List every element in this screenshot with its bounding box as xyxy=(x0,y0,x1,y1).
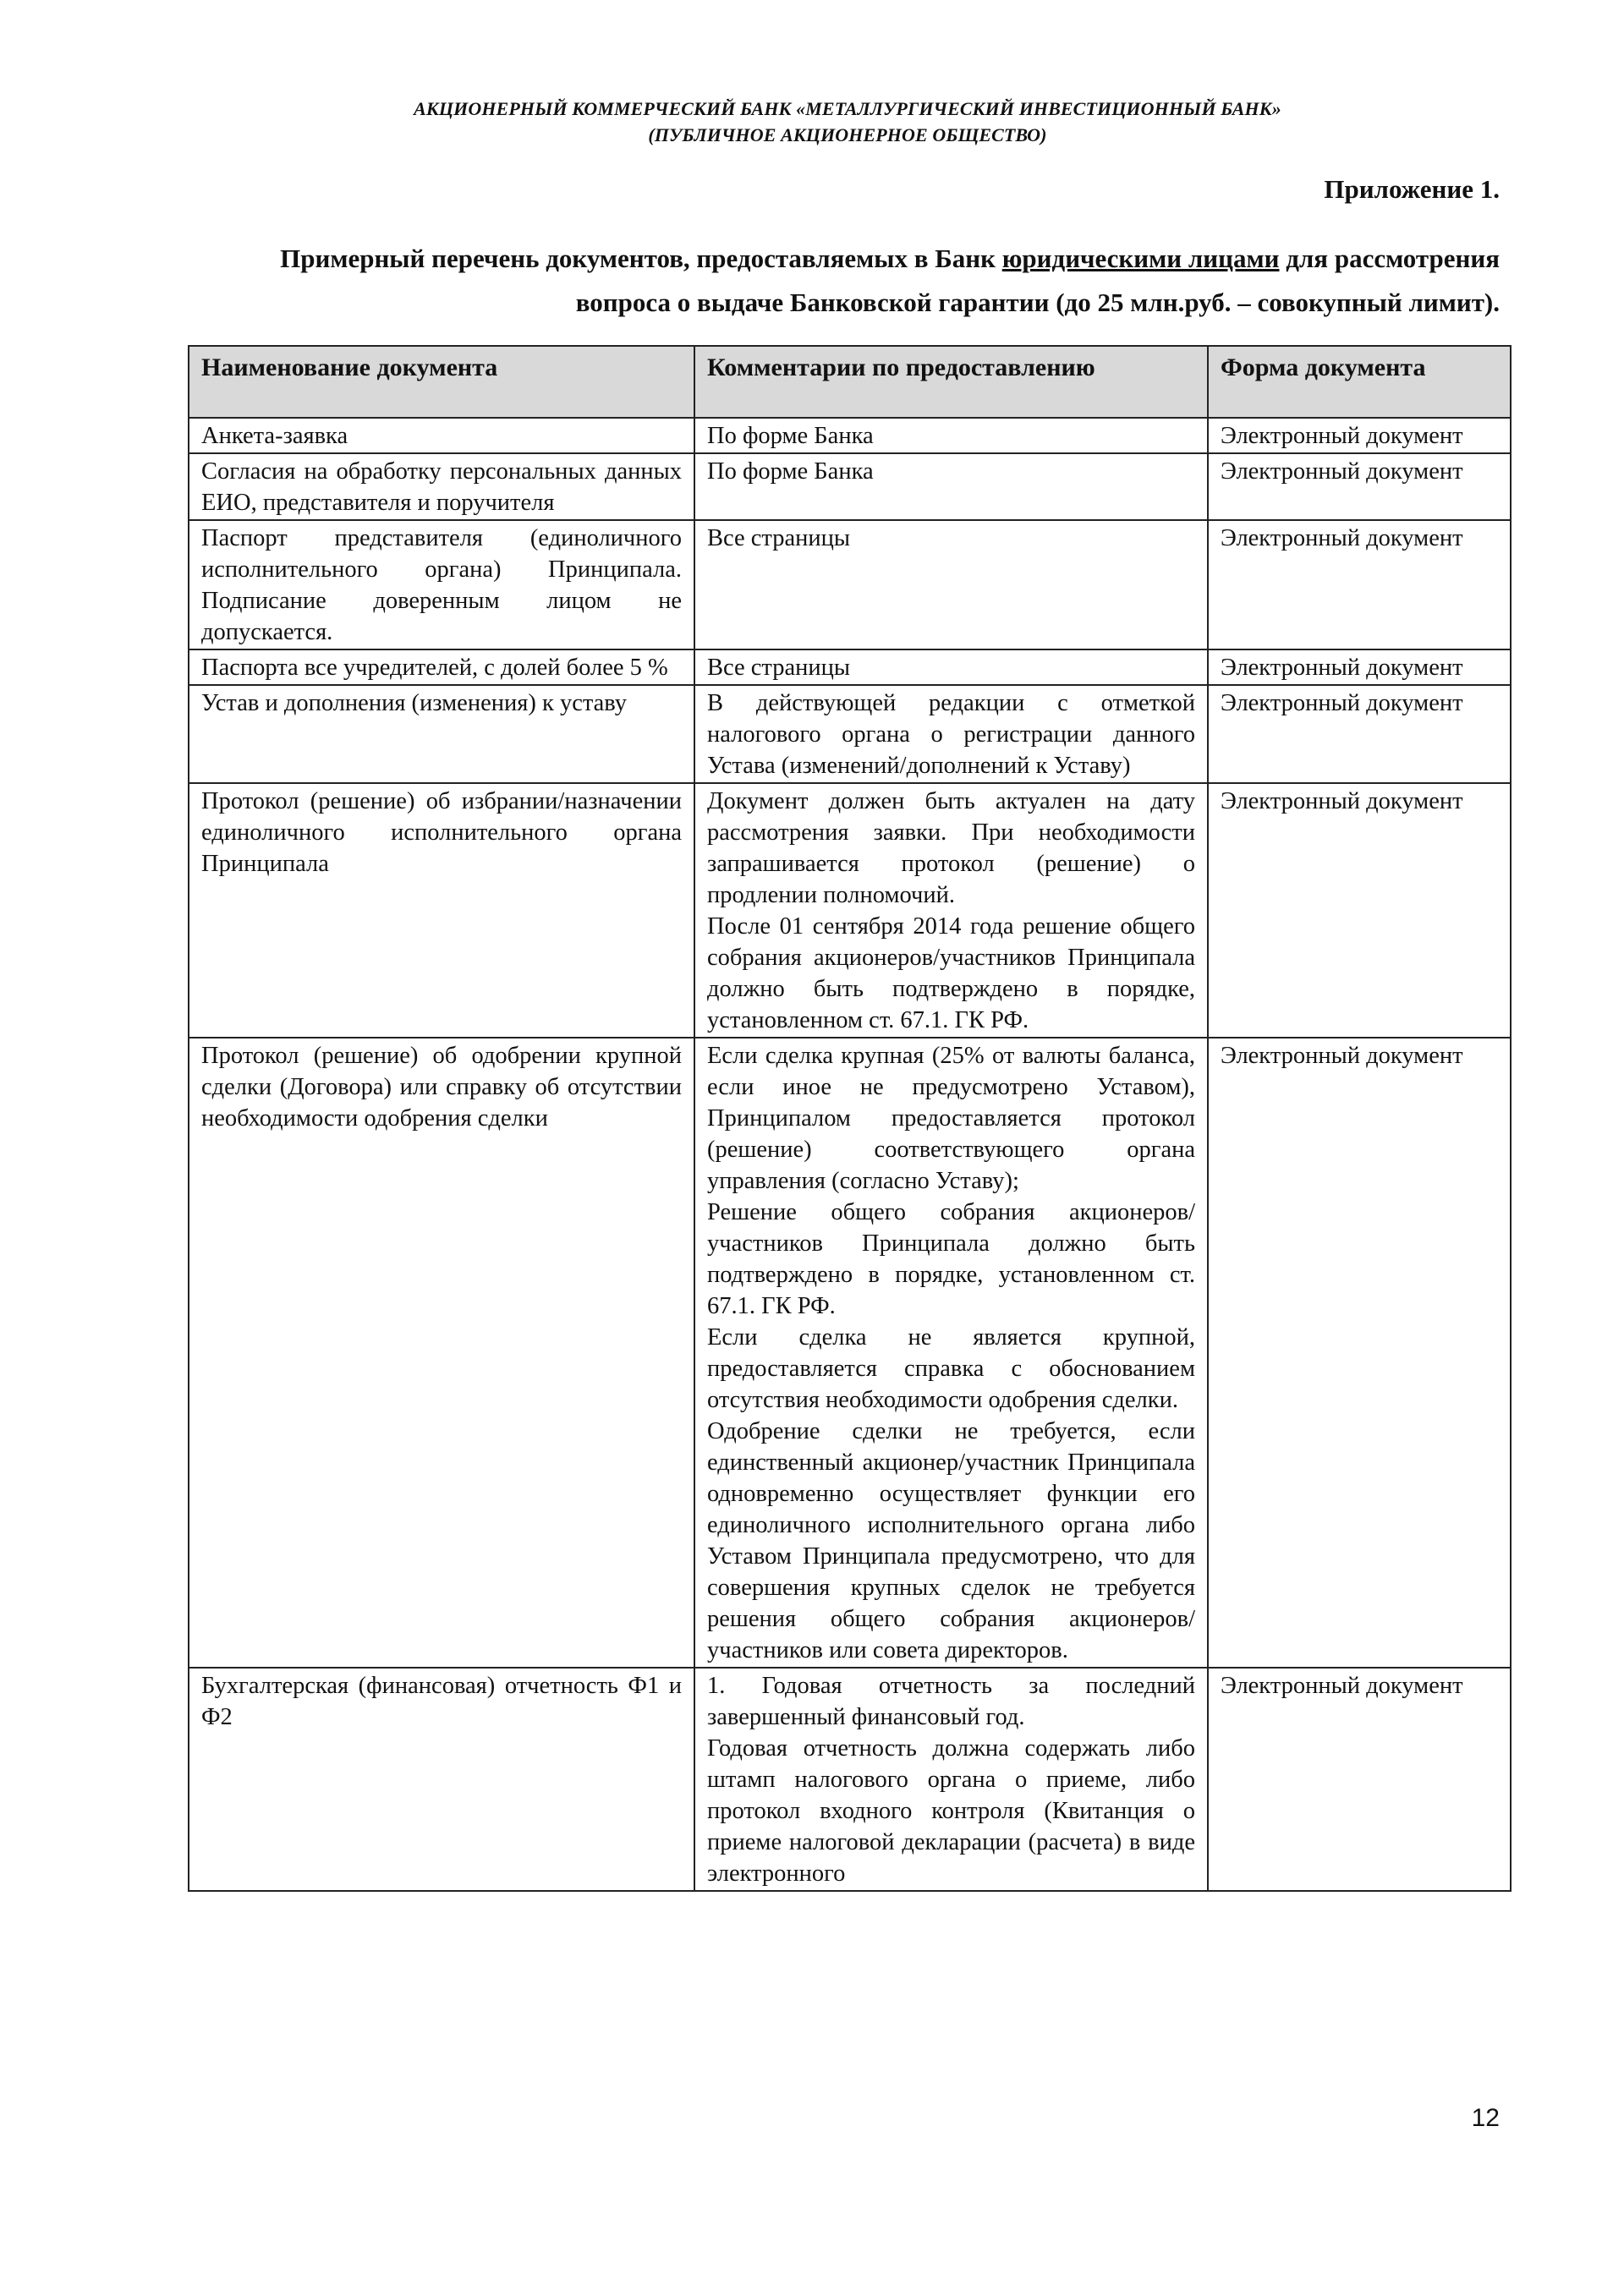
form-cell: Электронный документ xyxy=(1208,520,1511,649)
comment-paragraph: Если сделка крупная (25% от валюты баланса, если иное не предусмотрено Уставом), Принципалом предоставляется протокол (решение) соответствующего органа управления (согласно Уставу); xyxy=(707,1043,1195,1194)
document-name-cell: Паспорт представителя (единоличного исполнительного органа) Принципала. Подписание доверенным лицом не допускается. xyxy=(189,520,694,649)
comments-cell xyxy=(694,520,1208,649)
comments-cell xyxy=(694,685,1208,783)
form-cell: Электронный документ xyxy=(1208,418,1511,453)
title-part-1: Примерный перечень документов, предоставляемых в Банк xyxy=(280,244,1002,273)
table-row xyxy=(189,685,1511,783)
document-name-cell: Согласия на обработку персональных данных ЕИО, представителя и поручителя xyxy=(189,453,694,520)
form-cell: Электронный документ xyxy=(1208,453,1511,520)
comments-cell xyxy=(694,649,1208,685)
bank-header xyxy=(188,96,1507,148)
column-header-comments: Комментарии по предоставлению xyxy=(694,346,1208,418)
comment-paragraph: Документ должен быть актуален на дату рассмотрения заявки. При необходимости запрашивается протокол (решение) о продлении полномочий. xyxy=(707,788,1195,908)
title-underlined: юридическими лицами xyxy=(1001,244,1280,273)
form-cell: Электронный документ xyxy=(1208,685,1511,783)
comments-cell xyxy=(694,783,1208,1038)
form-cell: Электронный документ xyxy=(1208,1038,1511,1668)
document-name-cell: Протокол (решение) об избрании/назначении единоличного исполнительного органа Принципала xyxy=(189,783,694,1038)
comment-paragraph: После 01 сентября 2014 года решение общего собрания акционеров/участников Принципала должно быть подтверждено в порядке, установленном ст. 67.1. ГК РФ. xyxy=(707,913,1195,1033)
comments-cell xyxy=(694,1668,1208,1891)
documents-table xyxy=(188,345,1512,1892)
table-row xyxy=(189,649,1511,685)
document-name-cell: Бухгалтерская (финансовая) отчетность Ф1 и Ф2 xyxy=(189,1668,694,1891)
comment-paragraph: В действующей редакции с отметкой налогового органа о регистрации данного Устава (изменений/дополнений к Уставу) xyxy=(707,690,1195,779)
form-cell: Электронный документ xyxy=(1208,1668,1511,1891)
table-row xyxy=(189,418,1511,453)
appendix-label: Приложение 1. xyxy=(1324,174,1500,204)
table-row xyxy=(189,783,1511,1038)
comment-paragraph: Все страницы xyxy=(707,525,851,551)
comment-paragraph: 1. Годовая отчетность за последний завершенный финансовый год. xyxy=(707,1673,1195,1730)
title-part-2: для рассмотрения вопроса о выдаче Банковской гарантии (до 25 млн.руб. – совокупный лимит). xyxy=(575,244,1500,317)
column-header-name: Наименование документа xyxy=(189,346,694,418)
table-row xyxy=(189,453,1511,520)
comment-paragraph: Все страницы xyxy=(707,655,851,681)
document-name-cell: Протокол (решение) об одобрении крупной сделки (Договора) или справку об отсутствии необходимости одобрения сделки xyxy=(189,1038,694,1668)
comments-cell xyxy=(694,418,1208,453)
comment-paragraph: Одобрение сделки не требуется, если единственный акционер/участник Принципала одновременно осуществляет функции его единоличного исполнительного органа либо Уставом Принципала предусмотрено, что для совершения крупных сделок не требуется решения общего собрания акционеров/участников или совета директоров. xyxy=(707,1418,1195,1663)
comment-paragraph: По форме Банка xyxy=(707,423,874,449)
table-header-row xyxy=(189,346,1511,418)
table-row xyxy=(189,1668,1511,1891)
bank-name-line: АКЦИОНЕРНЫЙ КОММЕРЧЕСКИЙ БАНК «МЕТАЛЛУРГИЧЕСКИЙ ИНВЕСТИЦИОННЫЙ БАНК» xyxy=(414,98,1281,119)
table-row xyxy=(189,520,1511,649)
form-cell: Электронный документ xyxy=(1208,783,1511,1038)
comment-paragraph: Решение общего собрания акционеров/участников Принципала должно быть подтверждено в порядке, установленном ст. 67.1. ГК РФ. xyxy=(707,1199,1195,1319)
page-number: 12 xyxy=(1471,2104,1500,2132)
column-header-form: Форма документа xyxy=(1208,346,1511,418)
document-name-cell: Паспорта все учредителей, с долей более 5 % xyxy=(189,649,694,685)
comment-paragraph: По форме Банка xyxy=(707,458,874,485)
document-title xyxy=(188,237,1500,325)
comment-paragraph: Годовая отчетность должна содержать либо штамп налогового органа о приеме, либо протокол входного контроля (Квитанция о приеме налоговой декларации (расчета) в виде электронного xyxy=(707,1735,1195,1887)
document-name-cell: Устав и дополнения (изменения) к уставу xyxy=(189,685,694,783)
comment-paragraph: Если сделка не является крупной, предоставляется справка с обоснованием отсутствия необходимости одобрения сделки. xyxy=(707,1324,1195,1413)
bank-legal-form-line: (ПУБЛИЧНОЕ АКЦИОНЕРНОЕ ОБЩЕСТВО) xyxy=(648,124,1047,145)
comments-cell xyxy=(694,453,1208,520)
form-cell: Электронный документ xyxy=(1208,649,1511,685)
table-row xyxy=(189,1038,1511,1668)
comments-cell xyxy=(694,1038,1208,1668)
document-name-cell: Анкета-заявка xyxy=(189,418,694,453)
